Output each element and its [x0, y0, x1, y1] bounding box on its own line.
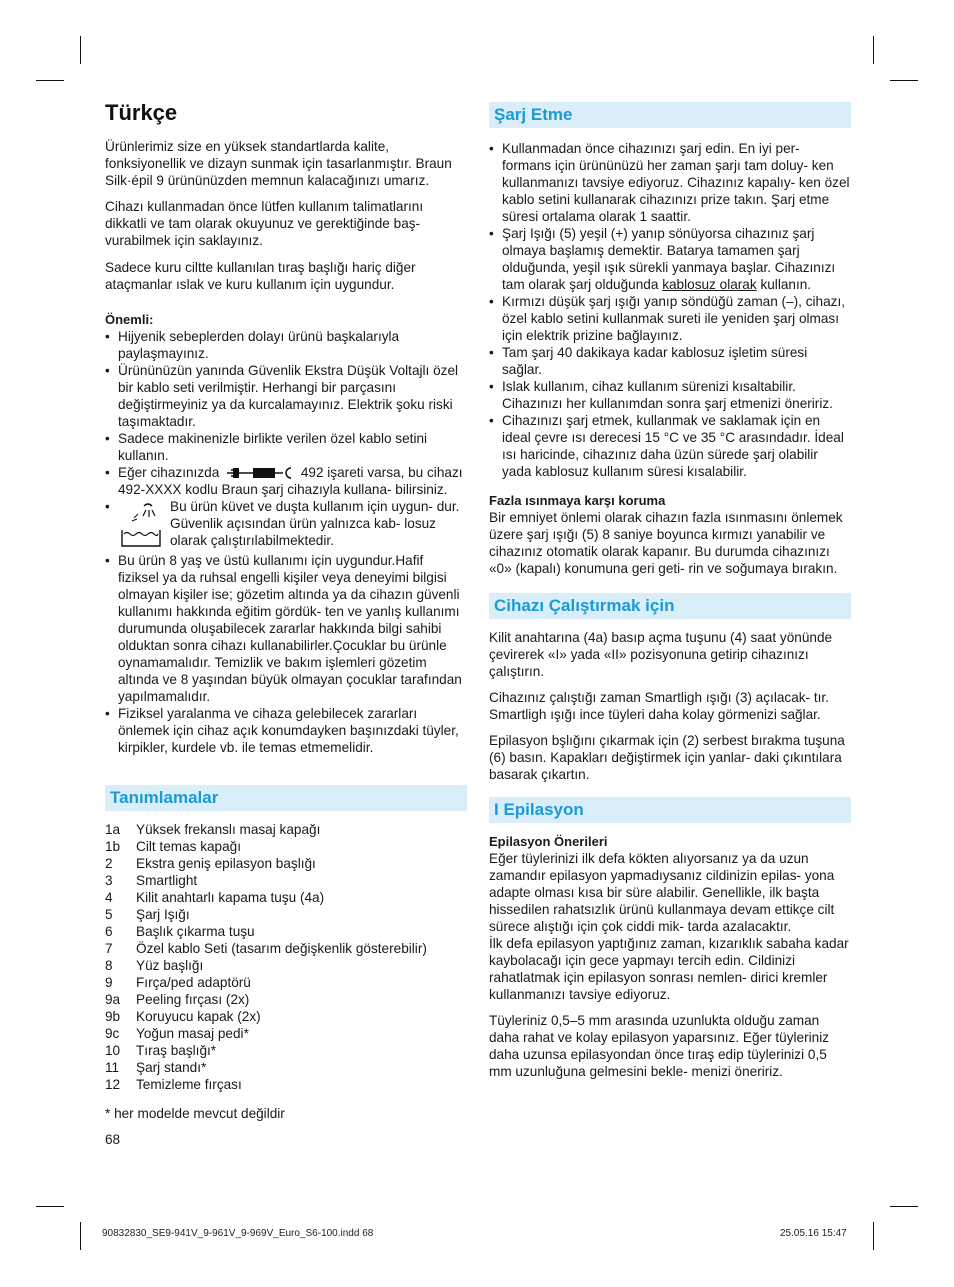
- list-item: 5 Şarj Işığı: [105, 907, 190, 922]
- crop-mark: [80, 36, 81, 64]
- list-item: • Fiziksel yaralanma ve cihaza gelebilecek zararları önlemek için cihaz açık konumdayken başınızdaki tüyler, kirpikler, kurdele vb. ile temas etmemelidir.: [105, 705, 467, 756]
- charging-list: [489, 140, 851, 480]
- list-item: • Şarj Işığı (5) yeşil (+) yanıp sönüyorsa cihazınız şarj olmaya başlamış demektir. Batarya tamamen şarj olduğunda, yeşil ışık sürekli yanmaya başlar. Cihazınızı tam olarak şarj olduğunda kablosuz olarak kullanın.: [489, 225, 851, 293]
- crop-mark: [36, 1206, 64, 1207]
- crop-mark: [36, 80, 64, 81]
- list-item: 8 Yüz başlığı: [105, 958, 204, 973]
- list-item: • Bu ürün 8 yaş ve üstü kullanımı için uygundur.Hafif fiziksel ya da ruhsal engelli kişiler veya deneyimi bilgisi olmayan kişiler ise; gözetim altında ya da cihazın güvenli kullanımı hakkında eğitim gördük- ten ve yanlış kullanımı durumunda oluşabilecek zararlar hakkında bilgi sahibi olduktan sonra cihazı kullanabilirler.Çocuklar bu ürünle oynamamalıdır. Temizlik ve bakım işlemleri gözetim altında ve 8 yaşından büyük olmayan çocuklar tarafından yapılmamalıdır.: [105, 552, 467, 705]
- list-item: • Hijyenik sebeplerden dolayı ürünü başkalarıyla paylaşmayınız.: [105, 328, 467, 362]
- page-number: 68: [105, 1132, 121, 1147]
- epilation-paragraph: Eğer tüylerinizi ilk defa kökten alıyorsanız ya da uzun zamandır epilasyon yapmadıysanız cildinizin epilas- yona adapte olması kısa bir süre alabilir. Genellikle, ilk başta hissedilen rahatsızlık ürünü kullanmaya devam ettikçe cilt sürece alıştığı için çok ciddi mik- tarda azalacaktır.: [489, 851, 835, 934]
- list-item: • Kullanmadan önce cihazınızı şarj edin. En iyi per- formans için ürününüzü her zaman şarjı tam doluy- ken kullanmanızı tavsiye ediyoruz. Cihazınız kapalıy- ken özel kablo setini kullanarak cihazınızı prize takın. Şarj etme süresi ortalama olarak 1 saattir.: [489, 140, 851, 225]
- list-item: 1b Cilt temas kapağı: [105, 839, 242, 854]
- list-item: 12 Temizleme fırçası: [105, 1077, 242, 1092]
- date-slug: 25.05.16 15:47: [780, 1228, 847, 1239]
- list-item: • Kırmızı düşük şarj ışığı yanıp söndüğü zaman (–), cihazı, özel kablo setini kullanmak sureti ile yeniden şarj olması için elektrik prizine bağlayınız.: [489, 293, 851, 344]
- crop-mark: [890, 80, 918, 81]
- list-item: • Sadece makinenizle birlikte verilen özel kablo setini kullanın.: [105, 430, 467, 464]
- list-item-text: Eğer cihazınızda: [118, 465, 220, 480]
- right-column: [489, 102, 851, 1089]
- list-item: 11 Şarj standı*: [105, 1060, 207, 1075]
- operating-heading: Cihazı Çalıştırmak için: [489, 593, 851, 619]
- plug-symbol-icon: [227, 466, 293, 480]
- list-item: 9 Fırça/ped adaptörü: [105, 975, 251, 990]
- list-item: 2 Ekstra geniş epilasyon başlığı: [105, 856, 316, 871]
- charging-heading: Şarj Etme: [489, 102, 851, 128]
- crop-mark: [890, 1206, 918, 1207]
- footnote: * her modelde mevcut değildir: [105, 1106, 285, 1121]
- list-item: 4 Kilit anahtarlı kapama tuşu (4a): [105, 890, 325, 905]
- list-item: 7 Özel kablo Seti (tasarım değişkenlik gösterebilir): [105, 941, 427, 956]
- list-item: • Tam şarj 40 dakikaya kadar kablosuz işletim süresi sağlar.: [489, 344, 851, 378]
- list-item: 3 Smartlight: [105, 873, 198, 888]
- crop-mark: [80, 1222, 81, 1250]
- list-item: 9a Peeling fırçası (2x): [105, 992, 250, 1007]
- operating-paragraph: Cihazınız çalıştığı zaman Smartligh ışığı (3) açılacak- tır. Smartligh ışığı ince tüyleri daha kolay görmenizi sağlar.: [489, 690, 829, 722]
- list-item: • Ürününüzün yanında Güvenlik Ekstra Düşük Voltajlı özel bir kablo seti verilmiştir. Herhangi bir parçasını değiştirmeyiniz ya da kurcalamayınız. Elektrik şoku riski taşımaktadır.: [105, 362, 467, 430]
- left-column: [105, 100, 467, 1157]
- list-item: 9b Koruyucu kapak (2x): [105, 1009, 261, 1024]
- definitions-list: [105, 821, 467, 1093]
- intro-paragraph: Ürünlerimiz size en yüksek standartlarda kalite, fonksiyonellik ve dizayn sunmak için tasarlanmıştır. Braun Silk·épil 9 ürününüzden memnun kalacağınızı umarız.: [105, 139, 452, 188]
- list-item: • Cihazınızı şarj etmek, kullanmak ve saklamak için en ideal çevre ısı derecesi 15 °C ve 35 °C arasındadır. İdeal ısı haricinde, cihazınız daha üzün sürede şarj olabilir yada kablosuz kullanım süresi kısalabilir.: [489, 412, 851, 480]
- crop-mark: [873, 36, 874, 64]
- list-item: 9c Yoğun masaj pedi*: [105, 1026, 249, 1041]
- overheat-heading: Fazla ısınmaya karşı koruma: [489, 493, 666, 508]
- operating-paragraph: Epilasyon bşlığını çıkarmak için (2) serbest bırakma tuşuna (6) basın. Kapakları değiştirmek için yanlar- daki çıkıntılara basarak çıkartın.: [489, 733, 845, 782]
- epilation-paragraph: İlk defa epilasyon yaptığınız zaman, kızarıklık sabaha kadar kaybolacağı için gece yapmayı tercih edin. Cildinizi rahatlatmak için epilasyon sonrası nemlen- dirici kremler kullanmanızı tavsiye ediyoruz.: [489, 936, 849, 1002]
- important-list: [105, 328, 467, 756]
- list-item: [105, 498, 467, 552]
- overheat-text: Bir emniyet önlemi olarak cihazın fazla ısınmasını önlemek üzere şarj ışığı (5) 8 saniye boyunca kırmızı yanabilir ve cihazınız otomatik olarak kapanır. Bu durumda cihazınızı «0» (kapalı) konumuna geri geti- rin ve soğumaya bırakın.: [489, 510, 843, 576]
- epilation-paragraph: Tüyleriniz 0,5–5 mm arasında uzunlukta olduğu zaman daha rahat ve kolay epilasyon yaparsınız. Eğer tüyleriniz daha uzunsa epilasyondan önce tıraş edip tüylerinizi 0,5 mm uzunluğuna gelmesini bekle- menizi öneririz.: [489, 1013, 830, 1079]
- intro-paragraph: Cihazı kullanmadan önce lütfen kullanım talimatlarını dikkatli ve tam olarak okuyunuz ve gerektiğinde baş- vurabilmek için saklayınız.: [105, 199, 424, 248]
- important-heading: Önemli:: [105, 312, 154, 327]
- list-item-text: Bu ürün küvet ve duşta kullanım için uygun- dur. Güvenlik açısından ürün yalnızca kab- losuz olarak çalıştırılabilmektedir.: [170, 499, 460, 548]
- tips-heading: Epilasyon Önerileri: [489, 834, 608, 849]
- list-item: • Islak kullanım, cihaz kullanım sürenizi kısaltabilir. Cihazınızı her kullanımdan sonra şarj etmenizi öneririz.: [489, 378, 851, 412]
- wireless-text: kablosuz olarak: [662, 277, 757, 292]
- list-item: 1a Yüksek frekanslı masaj kapağı: [105, 822, 321, 837]
- list-item: [105, 464, 467, 498]
- page-title: Türkçe: [105, 100, 178, 125]
- intro-paragraph: Sadece kuru ciltte kullanılan tıraş başlığı hariç diğer ataçmanlar ıslak ve kuru kullanım için uygundur.: [105, 260, 416, 292]
- epilation-heading: I Epilasyon: [489, 797, 851, 823]
- crop-mark: [873, 1222, 874, 1250]
- definitions-heading: Tanımlamalar: [105, 785, 467, 811]
- shower-bath-icon: [118, 500, 164, 550]
- operating-paragraph: Kilit anahtarına (4a) basıp açma tuşunu (4) saat yönünde çevirerek «I» yada «II» pozisyonuna getirip cihazınızı çalıştırın.: [489, 630, 833, 679]
- list-item: 10 Tıraş başlığı*: [105, 1043, 217, 1058]
- file-slug: 90832830_SE9-941V_9-961V_9-969V_Euro_S6-100.indd 68: [102, 1228, 374, 1239]
- list-item-text: 492 işareti varsa, bu cihazı 492-XXXX kodlu Braun şarj cihazıyla kullana- bilirsiniz.: [118, 465, 463, 497]
- list-item: 6 Başlık çıkarma tuşu: [105, 924, 255, 939]
